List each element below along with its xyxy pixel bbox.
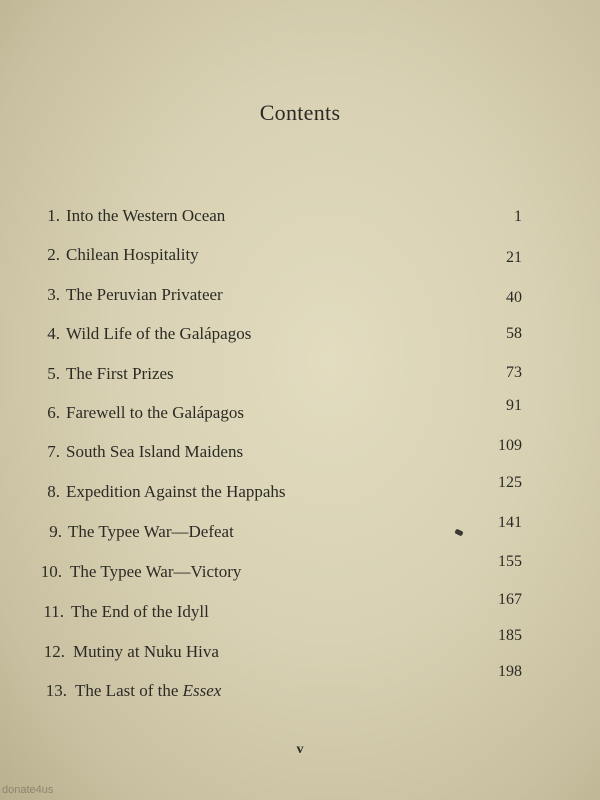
toc-entry-13 <box>0 663 600 707</box>
chapter-number: 1. <box>47 206 60 225</box>
chapter-title: Wild Life of the Galápagos <box>66 324 252 343</box>
chapter-number: 5. <box>47 364 60 383</box>
toc-entry-6 <box>0 397 600 429</box>
chapter-page: 91 <box>506 397 522 414</box>
toc-entry-3 <box>0 285 600 311</box>
chapter-number: 9. <box>49 522 62 541</box>
chapter-number: 11. <box>43 602 64 621</box>
chapter-title: Expedition Against the Happahs <box>66 482 286 501</box>
chapter-number: 2. <box>47 245 60 264</box>
toc-entry-5 <box>0 364 600 390</box>
chapter-page: 141 <box>498 514 522 531</box>
chapter-title: Farewell to the Galápagos <box>66 403 244 422</box>
toc-entry-4 <box>0 324 600 350</box>
chapter-title: Chilean Hospitality <box>66 245 199 264</box>
contents-title: Contents <box>259 100 341 125</box>
chapter-title: Mutiny at Nuku Hiva <box>73 642 219 661</box>
watermark: donate4us <box>2 784 54 796</box>
chapter-title <box>75 681 221 701</box>
toc-entry-9 <box>0 514 600 548</box>
chapter-number: 4. <box>47 324 60 343</box>
chapter-title: The Typee War—Defeat <box>68 522 234 541</box>
chapter-number: 6. <box>47 403 60 422</box>
toc-entry-8 <box>0 474 600 508</box>
toc-entry-10 <box>0 553 600 588</box>
chapter-title: Into the Western Ocean <box>66 206 226 225</box>
chapter-number: 13. <box>45 681 67 700</box>
chapter-number: 7. <box>47 442 60 461</box>
chapter-title: South Sea Island Maidens <box>66 442 244 461</box>
chapter-number: 8. <box>47 482 60 501</box>
chapter-title: The End of the Idyll <box>71 602 209 621</box>
chapter-page: 125 <box>498 474 522 491</box>
chapter-number: 10. <box>40 562 62 581</box>
chapter-title-prefix: The Last of the <box>75 681 183 700</box>
chapter-page: 58 <box>506 325 522 342</box>
toc-entry-1 <box>0 206 600 232</box>
toc-entry-2 <box>0 245 600 271</box>
chapter-title: The Typee War—Victory <box>70 562 242 581</box>
chapter-number: 3. <box>47 285 60 304</box>
chapter-number: 12. <box>43 642 65 661</box>
chapter-title: The Peruvian Privateer <box>66 285 223 304</box>
toc-entry-7 <box>0 437 600 468</box>
chapter-page: 21 <box>506 249 522 266</box>
chapter-title-italic: Essex <box>182 681 222 700</box>
chapter-title: The First Prizes <box>66 364 174 383</box>
chapter-page: 40 <box>506 289 522 306</box>
chapter-page: 198 <box>498 663 522 680</box>
chapter-page: 73 <box>506 364 522 381</box>
chapter-page: 1 <box>514 208 522 225</box>
chapter-page: 167 <box>498 591 522 608</box>
chapter-page: 109 <box>498 437 522 454</box>
page-folio: v <box>296 742 304 757</box>
toc-entry-11 <box>0 591 600 628</box>
chapter-page: 155 <box>498 553 522 570</box>
chapter-page: 185 <box>498 627 522 644</box>
